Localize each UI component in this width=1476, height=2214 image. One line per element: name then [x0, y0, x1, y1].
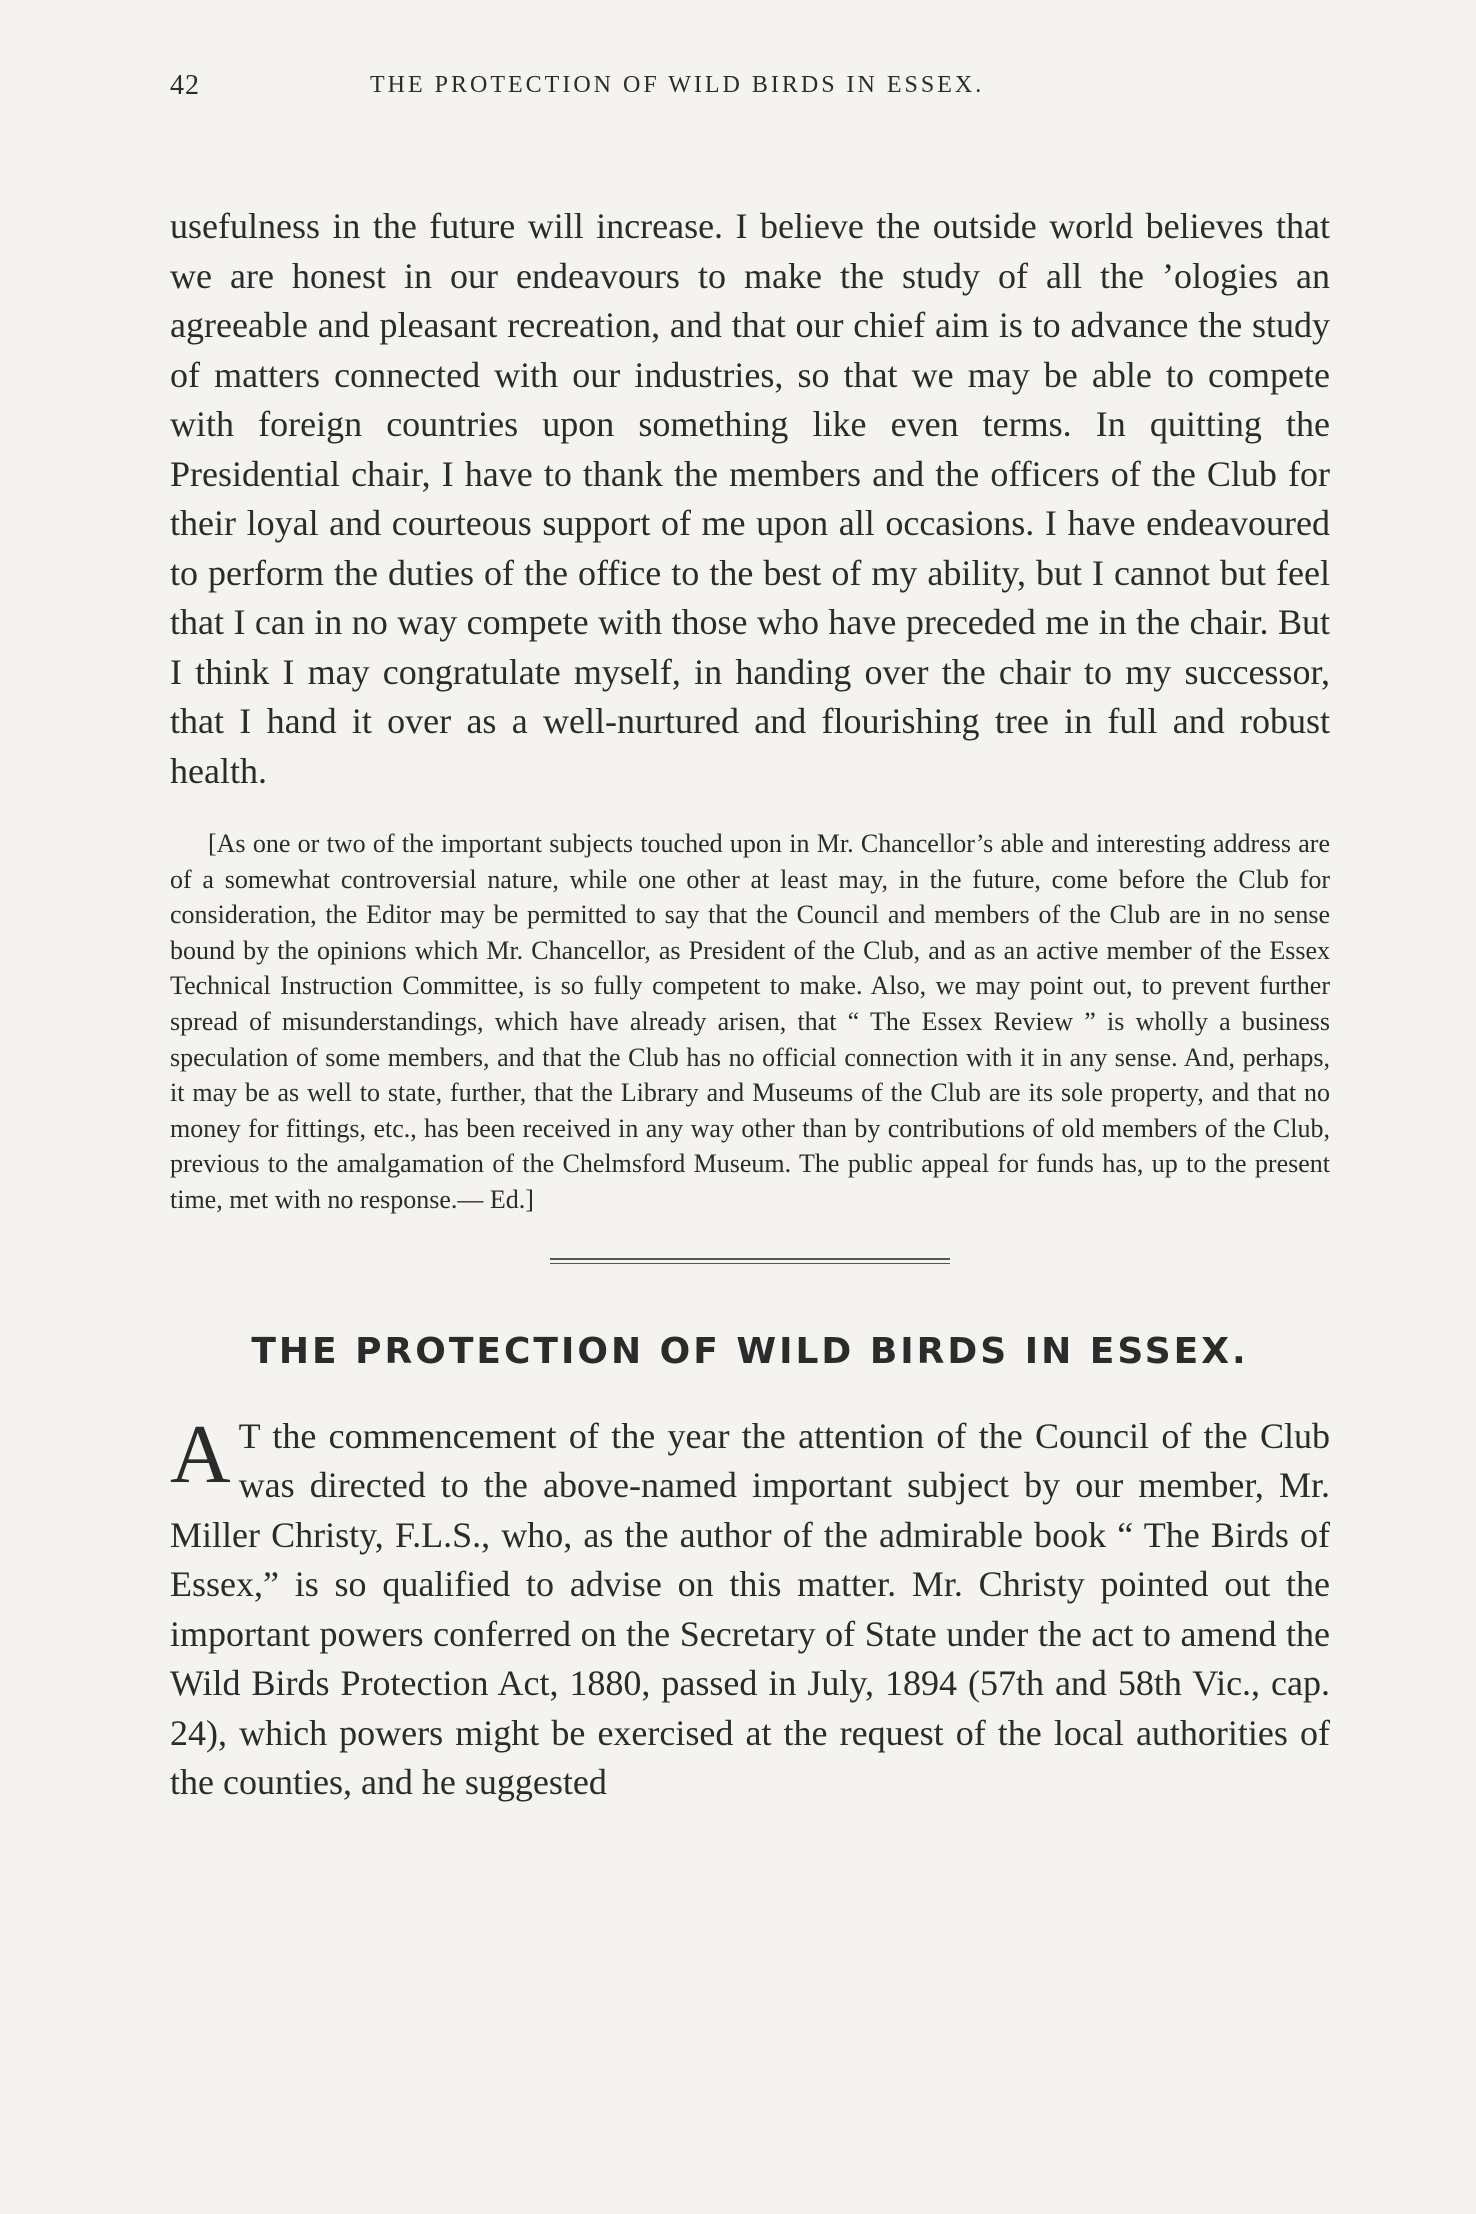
article-text: T the commencement of the year the attention of the Council of the Club was directed to the above-named important subject by our member, Mr. Miller Christy, F.L.S., who, as the author of the admirable book “ The Birds of Essex,” is so qualified to advise on this matter. Mr. Christy pointed out the important powers conferred on the Secretary of State under the act to amend the Wild Birds Protection Act, 1880, passed in July, 1894 (57th and 58th Vic., cap. 24), which powers might be exercised at the request of the local authorities of the counties, and he suggested [170, 1415, 1330, 1803]
page-number: 42 [170, 70, 200, 101]
body-paragraph: usefulness in the future will increase. I believe the outside world believes that we are honest in our endeavours to make the study of all the ’ologies an agreeable and pleasant recreation, and that our chief aim is to advance the study of matters connected with our industries, so that we may be able to compete with foreign countries upon something like even terms. In quitting the Presidential chair, I have to thank the members and the officers of the Club for their loyal and courteous support of me upon all occasions. I have endeavoured to perform the duties of the office to the best of my ability, but I cannot but feel that I can in no way compete with those who have preceded me in the chair. But I think I may congratulate myself, in handing over the chair to my successor, that I hand it over as a well-nurtured and flourishing tree in full and robust health. [170, 206, 1330, 791]
book-page [170, 60, 1330, 1808]
article-title: THE PROTECTION OF WILD BIRDS IN ESSEX. [251, 1330, 1249, 1372]
article-paragraph [170, 1407, 1330, 1808]
section-divider [550, 1258, 950, 1264]
drop-cap: A [170, 1407, 231, 1501]
running-head [170, 60, 1330, 110]
running-title: THE PROTECTION OF WILD BIRDS IN ESSEX. [370, 72, 985, 98]
editor-note: [As one or two of the important subjects touched upon in Mr. Chancellor’s able and interesting address are of a somewhat controversial nature, while one other at least may, in the future, come before the Club for consideration, the Editor may be permitted to say that the Council and members of the Club are in no sense bound by the opinions which Mr. Chancellor, as President of the Club, and as an active member of the Essex Technical Instruction Committee, is so fully competent to make. Also, we may point out, to prevent further spread of misunderstandings, which have already arisen, that “ The Essex Review ” is wholly a business speculation of some members, and that the Club has no official connection with it in any sense. And, perhaps, it may be as well to state, further, that the Library and Museums of the Club are its sole property, and that no money for fittings, etc., has been received in any way other than by contributions of old members of the Club, previous to the amalgamation of the Chelmsford Museum. The public appeal for funds has, up to the present time, met with no response.— Ed.] [170, 829, 1330, 1214]
